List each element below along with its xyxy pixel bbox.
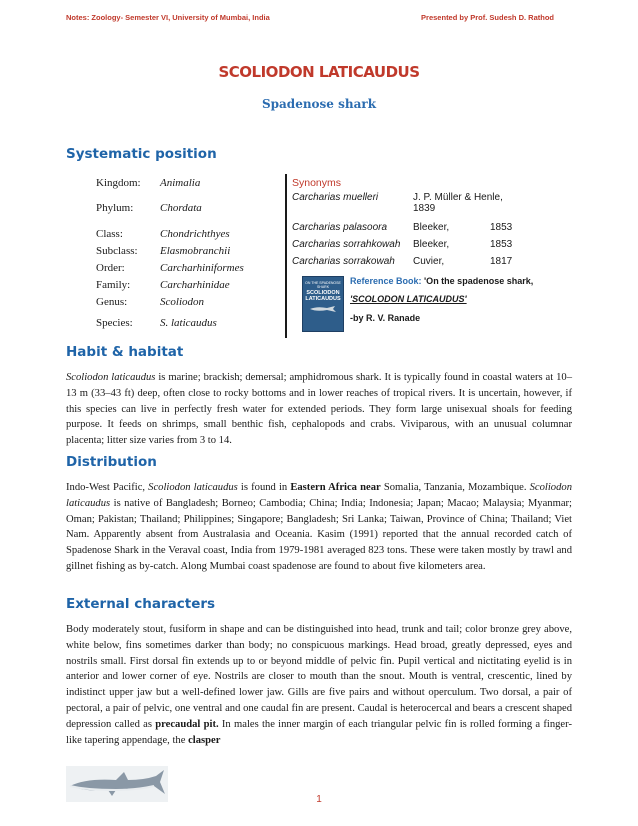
synonym-year: 1839 <box>413 203 436 214</box>
synonym-year: 1853 <box>490 222 513 233</box>
reference-author: -by R. V. Ranade <box>350 313 421 323</box>
species-name: Scoliodon laticaudus <box>66 372 156 383</box>
reference-title: 'On the spadenose shark, <box>424 276 534 286</box>
taxonomy-value: Animalia <box>160 177 201 189</box>
external-term: precaudal pit. <box>155 718 219 730</box>
taxonomy-value: Elasmobranchii <box>160 245 231 257</box>
distribution-emphasis: Eastern Africa near <box>290 482 381 493</box>
synonym-author-line <box>413 192 563 222</box>
taxonomy-key: Phylum: <box>96 202 134 214</box>
taxonomy-row <box>96 228 244 245</box>
heading-systematic-position: Systematic position <box>66 146 217 162</box>
synonym-row <box>292 222 563 239</box>
synonyms-title: Synonyms <box>292 177 342 189</box>
taxonomy-row <box>96 317 244 334</box>
taxonomy-key: Family: <box>96 279 131 291</box>
book-cover-title-top: ON THE SPADENOSE SHARK <box>305 281 341 289</box>
external-text: In males the inner margin of each triangular pelvic fin is rolled forming a finger-like tapering appendage, the <box>66 718 572 746</box>
distribution-text: Somalia, Tanzania, Mozambique. <box>380 482 530 493</box>
synonym-row <box>292 256 563 273</box>
taxonomy-key: Kingdom: <box>96 177 141 189</box>
synonym-year: 1853 <box>490 239 513 250</box>
external-term: clasper <box>188 734 221 746</box>
heading-habit-habitat: Habit & habitat <box>66 344 184 360</box>
reference-label: Reference Book: <box>350 276 422 286</box>
taxonomy-row <box>96 296 244 317</box>
species-name: Scoliodon laticaudus <box>66 482 572 509</box>
synonym-author: Bleeker, <box>413 239 450 250</box>
taxonomy-row <box>96 245 244 262</box>
taxonomy-value: S. laticaudus <box>160 317 217 329</box>
synonym-name: Carcharias palasoora <box>292 222 388 233</box>
synonym-author: Bleeker, <box>413 222 450 233</box>
page-subtitle: Spadenose shark <box>261 97 377 111</box>
synonym-row <box>292 192 563 222</box>
synonym-name: Carcharias sorrakowah <box>292 256 395 267</box>
taxonomy-value: Chondrichthyes <box>160 228 230 240</box>
taxonomy-value: Scoliodon <box>160 296 204 308</box>
taxonomy-key: Subclass: <box>96 245 138 257</box>
synonym-author: J. P. Müller & Henle, <box>413 192 503 203</box>
distribution-paragraph <box>66 480 572 575</box>
synonym-row <box>292 239 563 256</box>
taxonomy-row <box>96 177 244 199</box>
reference-note <box>350 276 533 323</box>
taxonomy-table <box>96 177 244 334</box>
heading-distribution: Distribution <box>66 454 157 470</box>
taxonomy-row <box>96 279 244 296</box>
column-divider <box>285 174 287 338</box>
header-right: Presented by Prof. Sudesh D. Rathod <box>421 13 554 22</box>
species-name: Scoliodon laticaudus <box>148 482 238 493</box>
reference-subtitle: 'SCOLODON LATICAUDUS' <box>350 294 467 304</box>
heading-external-characters: External characters <box>66 596 216 612</box>
distribution-text: is native of Bangladesh; Borneo; Cambodia; China; India; Indonesia; Japan; Macao; Malaysia; Myanmar; Oman; Pakistan; Thailand; Philippines; Singapore; Bangladesh; Sri Lanka; Taiwan, Province of China; Thailand; Viet Nam. Apparently absent from Australasia and Oceania. Kasim (1991) reported that the annual recorded catch of Spadenose Shark in the Veraval coast, India from 1979-1981 averaged 823 tons. These were taken mostly by trawl and gillnet fishing as by-catch. Along Mumbai coast spadenose are found to about five kilometers area. <box>66 497 572 572</box>
external-text: Body moderately stout, fusiform in shape and can be distinguished into head, trunk and tail; color bronze grey above, white below, fins sometimes darker than body; no conspicuous markings. Head broad, greatly depressed, eyes and nostrils small. First dorsal fin extends up to or beyond middle of pelvic fin. Pupil vertical and nictitating eyelid is in anterior and lower corner of eye. Nostrils are closer to mouth than the snout. Mouth is ventral, crescentic, lined by indistinct upper jaw but a well-defined lower jaw. Gills are five pairs and without operculum. Two dorsal, a pair of pectoral, a pair of pelvic, one ventral and one caudal fin are present. Caudal is heterocercal and bears a crescent shaped depression called as <box>66 624 572 730</box>
external-paragraph <box>66 622 572 748</box>
synonym-author: Cuvier, <box>413 256 445 267</box>
synonyms-table <box>292 177 563 273</box>
distribution-text: Indo-West Pacific, <box>66 482 149 493</box>
taxonomy-row <box>96 262 244 279</box>
taxonomy-value: Carcharhinidae <box>160 279 230 291</box>
habit-paragraph <box>66 370 572 449</box>
reference-book-cover <box>302 276 344 332</box>
distribution-text: is found in <box>237 482 291 493</box>
taxonomy-key: Species: <box>96 317 133 329</box>
header-left: Notes: Zoology- Semester VI, University of Mumbai, India <box>66 13 270 22</box>
page-number: 1 <box>316 794 322 805</box>
page-title: SCOLIODON LATICAUDUS <box>218 63 420 81</box>
habit-text: is marine; brackish; demersal; amphidromous shark. It is typically found in coastal waters at 10–13 m (33–43 ft) deep, often close to rocky bottoms and in lower reaches of tropical rivers. It is uncertain, however, if this species can live in perfectly fresh water for extended periods. They form large unisexual shoals for feeding purpose. It feeds on shrimps, small benthic fish, cephalopods and crabs. Viviparous, with an unusual columnar placenta; litter size varies from 3 to 14. <box>66 372 572 447</box>
synonym-name: Carcharias sorrahkowah <box>292 239 401 250</box>
taxonomy-value: Chordata <box>160 202 202 214</box>
taxonomy-key: Genus: <box>96 296 128 308</box>
taxonomy-value: Carcharhiniformes <box>160 262 244 274</box>
taxonomy-key: Order: <box>96 262 125 274</box>
synonym-year: 1817 <box>490 256 513 267</box>
taxonomy-row <box>96 199 244 228</box>
shark-illustration-icon <box>309 305 337 313</box>
book-cover-title: SCOLIODON LATICAUDUS <box>305 290 341 302</box>
taxonomy-key: Class: <box>96 228 123 240</box>
synonym-name: Carcharias muelleri <box>292 192 379 203</box>
